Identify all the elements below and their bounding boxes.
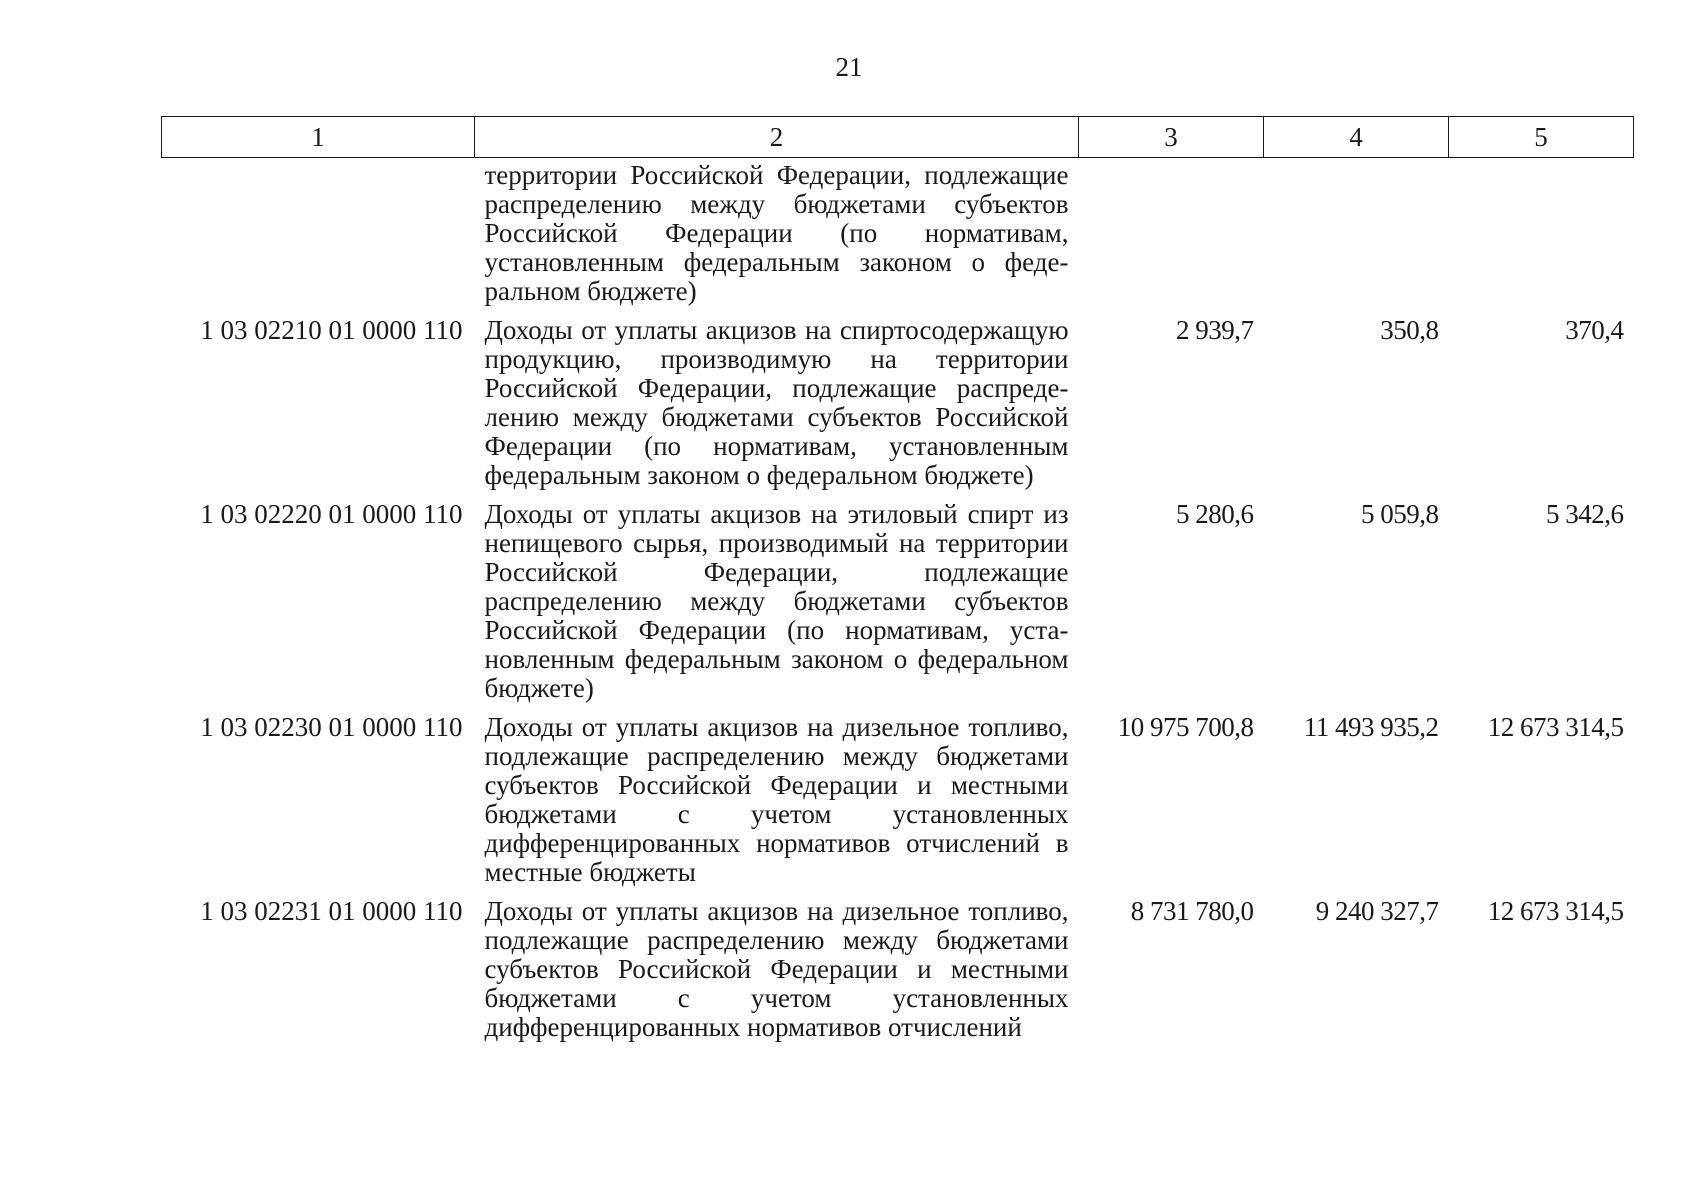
value-col4: 11 493 935,2 (1303, 712, 1439, 742)
revenue-code: 1 03 02230 01 0000 110 (200, 712, 463, 742)
column-header-5: 5 (1449, 117, 1634, 158)
value-col5: 5 342,6 (1546, 499, 1624, 529)
page-number: 21 (835, 52, 863, 82)
value-col3: 2 939,7 (1176, 315, 1254, 345)
column-header-3: 3 (1079, 117, 1264, 158)
revenue-description: Доходы от уплаты акцизов на дизельное топливо, подлежащие распределению между бюджетами субъектов Российской Федерации и местными бюджетами с учетом установленных дифференцированных нормативов отчислений в местные бюджеты (484, 712, 1069, 887)
value-col5: 370,4 (1565, 315, 1624, 345)
value-col3: 8 731 780,0 (1130, 896, 1254, 926)
value-col3 (1079, 158, 1264, 317)
column-header-4: 4 (1264, 117, 1449, 158)
table-row (162, 713, 1634, 897)
value-col5 (1449, 158, 1634, 317)
value-col4: 9 240 327,7 (1315, 896, 1439, 926)
budget-revenue-table (161, 116, 1634, 1052)
value-col4: 350,8 (1380, 315, 1439, 345)
revenue-description: территории Российской Федерации, подлежащие распределению между бюджетами субъектов Российской Федерации (по нормативам, установленным федеральным законом о федеральном бюджете) (484, 160, 1069, 306)
value-col5: 12 673 314,5 (1487, 712, 1624, 742)
table-row (162, 316, 1634, 500)
table-row (162, 897, 1634, 1052)
revenue-code: 1 03 02220 01 0000 110 (200, 499, 463, 529)
revenue-description: Доходы от уплаты акцизов на спиртосодержащую продукцию, производимую на территории Российской Федерации, подлежащие распределению между бюджетами субъектов Российской Федерации (по нормативам, установленным федеральным законом о федеральном бюджете) (484, 315, 1069, 490)
revenue-description: Доходы от уплаты акцизов на этиловый спирт из непищевого сырья, производимый на территории Российской Федерации, подлежащие распределению между бюджетами субъектов Российской Федерации (по нормативам, установленным федеральным законом о федеральном бюджете) (484, 499, 1069, 703)
column-header-2: 2 (475, 117, 1079, 158)
revenue-code: 1 03 02231 01 0000 110 (200, 896, 463, 926)
revenue-code: 1 03 02210 01 0000 110 (200, 315, 463, 345)
value-col4 (1264, 158, 1449, 317)
column-header-1: 1 (162, 117, 475, 158)
table-row (162, 500, 1634, 713)
table-header-row (162, 117, 1634, 158)
value-col5: 12 673 314,5 (1487, 896, 1624, 926)
revenue-description: Доходы от уплаты акцизов на дизельное топливо, подлежащие распределению между бюджетами субъектов Российской Федерации и местными бюджетами с учетом установленных дифференцированных нормативов отчислений (484, 896, 1069, 1042)
revenue-code (162, 158, 475, 317)
value-col4: 5 059,8 (1361, 499, 1439, 529)
value-col3: 10 975 700,8 (1117, 712, 1254, 742)
value-col3: 5 280,6 (1176, 499, 1254, 529)
table-row (162, 158, 1634, 317)
